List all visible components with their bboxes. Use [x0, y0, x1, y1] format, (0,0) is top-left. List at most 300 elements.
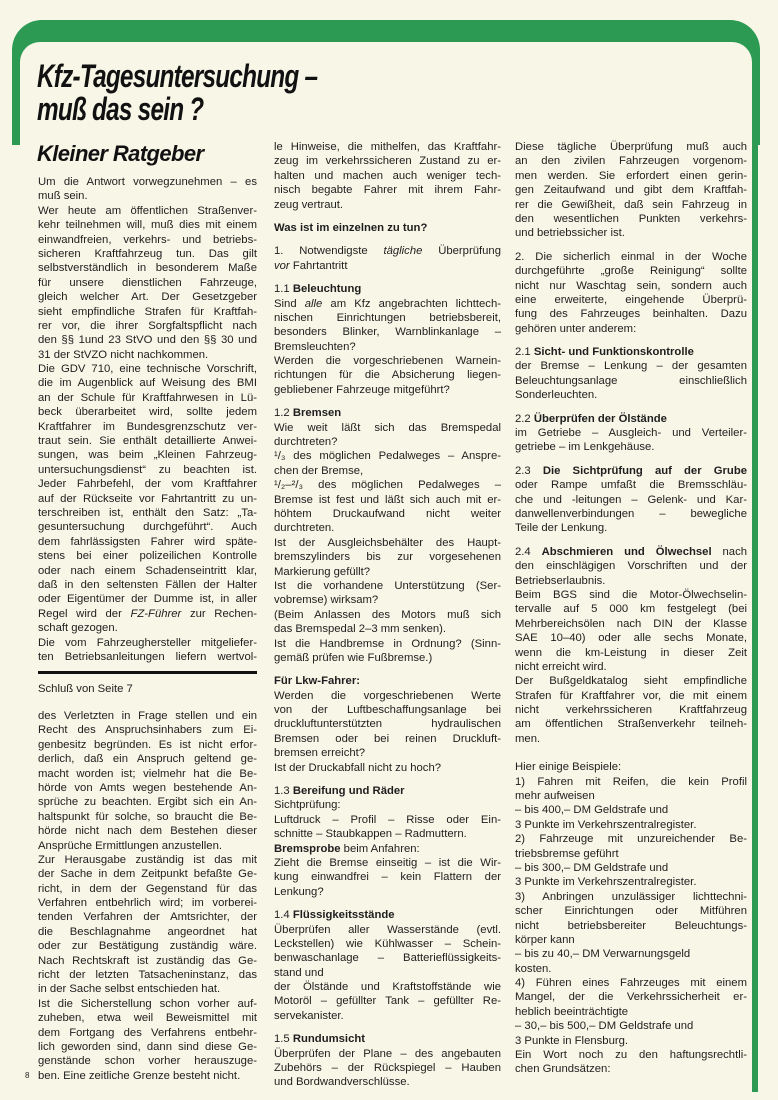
paragraph — [515, 1034, 747, 1048]
paragraph — [515, 890, 747, 948]
bold-text: Bereifung und Räder — [292, 785, 405, 798]
paragraph — [274, 421, 501, 450]
text-line: ¹/₂–²/₃ des möglichen Pedalweges – — [274, 479, 501, 492]
text-line: nicht erreicht wird. — [515, 660, 607, 673]
paragraph — [515, 962, 747, 976]
text-line: gehören unter anderem: — [515, 322, 637, 335]
text-run: zur Rechen- — [181, 607, 257, 620]
text-line: in der Sache selbst entschieden hat. — [38, 983, 221, 996]
text-line: höhtem Druckaufwand nicht weiter — [274, 507, 501, 520]
paragraph — [38, 175, 257, 204]
paragraph — [38, 204, 257, 362]
text-line: Recht des Anspruchsinhabers zum Ei- — [38, 724, 257, 737]
paragraph — [515, 545, 747, 588]
bold-text: Rundumsicht — [292, 1033, 366, 1046]
text-line: richt, in dem der Gegenstand für das — [38, 882, 257, 895]
text-line: den §§ 1und 23 StVO und den §§ 30 und — [38, 334, 257, 347]
text-line: Wie weit läßt sich das Bremspedal — [274, 421, 501, 434]
text-line: muß sein. — [38, 190, 88, 203]
italic-text: tägliche — [383, 245, 423, 258]
text-line: auf der Rückseite vor Fahrtantritt zu un- — [38, 492, 257, 505]
paragraph — [38, 636, 257, 665]
text-line: sprüche zu beachten. Ergibt sich ein An- — [38, 796, 257, 809]
text-line: sieht empfindliche Strafen für Kraftfah- — [38, 305, 257, 318]
text-line: hörde nicht nach dem Bestehen dieser — [38, 825, 257, 838]
text-line: besonders Blinker, Warnblinkanlage – — [274, 326, 501, 339]
column-2 — [274, 140, 501, 1090]
text-section — [274, 784, 501, 899]
text-line: chen der Bremse, — [274, 464, 364, 477]
text-line: men werden. Sie erfordert einen gerin- — [515, 169, 747, 182]
column-3 — [515, 140, 747, 1077]
text-line: genstände schon vorher herauszuge- — [38, 1055, 257, 1068]
text-line: wenn die km-Leistung in dieser Zeit — [515, 646, 747, 659]
text-section — [515, 345, 747, 403]
text-line: halten und machen auch weniger tech- — [274, 169, 501, 182]
text-line: die im Augenblick auf Weisung des BMI — [38, 377, 257, 390]
text-section — [274, 1032, 501, 1090]
text-line: Ist die Sicherstellung schon vorher auf- — [38, 997, 257, 1010]
paragraph — [515, 359, 747, 402]
text-line: – bis zu 40,– DM Verwarnungsgeld — [515, 948, 691, 961]
text-run: 1.2 — [274, 407, 293, 420]
text-line: – 30,– bis 500,– DM Geldstrafe und — [515, 1020, 694, 1033]
text-line: heblich beeinträchtigte — [515, 1005, 629, 1018]
text-line: richtungen für die Absicherung liegen- — [274, 369, 501, 382]
text-line: und betriebssicher ist. — [515, 227, 625, 240]
text-run: 2.3 — [515, 464, 543, 477]
bold-text: Sicht- und Funktionskontrolle — [533, 346, 694, 359]
text-line: für unsere dienstlichen Fahrzeuge, — [38, 276, 257, 289]
text-line: chen Grundsätzen: — [515, 1063, 611, 1076]
text-line: an der Schule für Kraftfahrwesen in Lü- — [38, 391, 257, 404]
paragraph — [515, 818, 747, 832]
text-line: terschreiben ist, enthält den Satz: „Ta- — [38, 506, 257, 519]
text-line: getriebe – im Lenkgehäuse. — [515, 441, 655, 454]
text-line: stand und — [274, 966, 324, 979]
text-line: triebsbremse geführt — [515, 847, 619, 860]
text-line: Um die Antwort vorwegzunehmen – es — [38, 176, 257, 188]
text-line — [274, 282, 501, 296]
text-line: dem fahrlässigsten Fahrer wird späte- — [38, 535, 257, 548]
text-line: 4) Führen eines Fahrzeuges mit einem — [515, 977, 747, 990]
text-line: derlich, daß ein Anspruch geltend ge- — [38, 753, 257, 766]
text-line — [38, 607, 257, 621]
paragraph — [274, 842, 501, 856]
paragraph — [274, 140, 501, 212]
text-line: Werden die vorgeschriebenen Warnein- — [274, 355, 501, 368]
text-line: bremsen erreicht? — [274, 747, 366, 760]
paragraph — [274, 923, 501, 981]
text-line: Sichtprüfung: — [274, 799, 341, 812]
text-line — [274, 908, 501, 922]
text-line: des Verletzten in Frage stellen und ein — [38, 710, 257, 722]
text-line: dem Fortgang des Verfahrens entbehr- — [38, 1026, 257, 1039]
text-line — [515, 345, 747, 359]
text-line: selbstverständlich in besonderem Maße — [38, 262, 257, 275]
paragraph — [515, 861, 747, 875]
text-run: 2.2 — [515, 412, 534, 425]
text-line: am öffentlichen Straßenverkehr teilneh- — [515, 718, 747, 731]
text-line: le Hinweise, die mithelfen, das Kraftfahr- — [274, 141, 501, 153]
text-run: 1.3 — [274, 785, 293, 798]
paragraph — [38, 997, 257, 1083]
text-line: nicht verkehrssicheren Kraftfahrzeug — [515, 704, 747, 717]
bold-text: Für Lkw-Fahrer: — [274, 675, 360, 688]
text-line: 3 Punkte im Verkehrszentralregister. — [515, 818, 697, 831]
text-line: Kraftfahrer im Bundesgrenzschutz ver- — [38, 420, 257, 433]
article-subtitle: Kleiner Ratgeber — [37, 141, 204, 166]
text-line: durchgeführte „große Reinigung“ sollte — [515, 265, 747, 278]
text-line: Ein Wort noch zu den haftungsrechtli- — [515, 1049, 747, 1062]
text-line: Bremsleuchten? — [274, 340, 356, 353]
title-line-2: muß das sein ? — [37, 91, 204, 127]
text-line: von der Luftbeschaffungsanlage bei — [274, 704, 501, 717]
text-line: durchtreten? — [274, 436, 338, 449]
paragraph — [515, 1019, 747, 1033]
text-line: vobremse) wirksam? — [274, 594, 379, 607]
text-line — [274, 244, 501, 258]
text-line: (Beim Anlassen des Motors muß sich — [274, 608, 501, 621]
italic-text: FZ-Führer — [130, 607, 182, 620]
text-line: – bis 400,– DM Geldstrafe und — [515, 804, 669, 817]
text-line: 3 Punkte in Flensburg. — [515, 1034, 629, 1047]
text-section — [274, 221, 501, 235]
paragraph — [274, 689, 501, 761]
text-run: 2.1 — [515, 346, 534, 359]
text-section — [38, 709, 257, 1083]
paragraph — [274, 579, 501, 608]
paragraph — [274, 761, 501, 775]
text-section — [515, 464, 747, 536]
text-line: Jeder Fahrbefehl, der vom Kraftfahrer — [38, 478, 257, 491]
paragraph — [515, 775, 747, 804]
text-line: tervalle auf 5 000 km festgelegt (bei — [515, 603, 747, 616]
text-line: fung des Fahrzeuges beinhalten. Dazu — [515, 308, 747, 321]
paragraph — [274, 980, 501, 1023]
text-line: sicheren Kraftfahrzeug tun. Das gilt — [38, 247, 257, 260]
text-line — [274, 297, 501, 311]
text-line: traut sein. Sie enthält detaillierte Anwei- — [38, 435, 257, 448]
text-line: Zieht die Bremse einseitig – ist die Wir- — [274, 856, 501, 869]
text-line: genbesitz begründen. Es ist nicht erfor- — [38, 738, 257, 751]
text-line: Nach Rechtskraft ist zuständig das Ge- — [38, 954, 257, 967]
paragraph — [274, 813, 501, 842]
paragraph — [515, 875, 747, 889]
green-frame-right — [752, 140, 758, 1092]
paragraph — [515, 976, 747, 1019]
text-line — [274, 259, 501, 273]
text-line: Luftdruck – Profil – Risse oder Ein- — [274, 813, 501, 826]
text-line: 3 Punkte im Verkehrszentralregister. — [515, 876, 697, 889]
paragraph — [274, 282, 501, 296]
paragraph — [515, 674, 747, 746]
text-line: Ist die vorhandene Unterstützung (Ser- — [274, 579, 501, 592]
text-line: schnitte – Staubkappen – Radmuttern. — [274, 828, 467, 841]
text-line: zeug vertraut. — [274, 198, 344, 211]
text-line: tenden Verfahren der Amtsrichter, der — [38, 911, 257, 924]
text-line: benwaschanlage – Batterieflüssigkeits- — [274, 952, 501, 965]
text-line: Mangel, der die Verkehrssicherheit er- — [515, 991, 747, 1004]
text-line: Überprüfen der Plane – des angebauten — [274, 1047, 501, 1060]
text-line: Lenkung? — [274, 885, 324, 898]
text-line — [274, 221, 501, 235]
paragraph — [515, 426, 747, 455]
bold-text: Beleuchtung — [292, 283, 362, 296]
text-section — [515, 140, 747, 241]
text-line: eine erweiterte, eingehende Überprü- — [515, 293, 747, 306]
text-line: einwandfreien, verkehrs- und betriebs- — [38, 233, 257, 246]
text-line: hörde von Amts wegen bestehende An- — [38, 781, 257, 794]
text-run: 1.5 — [274, 1033, 293, 1046]
text-run: nach — [711, 545, 748, 558]
text-line: daß in den seltensten Fällen der Halter — [38, 578, 257, 591]
text-section — [274, 244, 501, 273]
paragraph — [274, 449, 501, 478]
text-line: macht worden ist; vielmehr hat die Be- — [38, 767, 257, 780]
text-line: gemäß prüfen wie Fußbremse.) — [274, 651, 433, 664]
text-line — [515, 464, 747, 478]
bold-text: Abschmieren und Ölwechsel — [541, 545, 712, 558]
article-title — [37, 60, 317, 126]
text-run: Fahrtantritt — [289, 259, 348, 272]
text-line: oder Eigentümer der Dumme ist, in aller — [38, 593, 257, 606]
text-line: oder zur Bestätigung zuständig wäre. — [38, 940, 257, 953]
text-line — [274, 842, 501, 856]
text-line: kosten. — [515, 962, 552, 975]
paragraph — [38, 853, 257, 997]
text-line: Werden die vorgeschriebenen Werte — [274, 689, 501, 702]
text-line: Teile der Lenkung. — [515, 522, 608, 535]
text-line: im Getriebe – Ausgleich- und Verteiler- — [515, 427, 747, 440]
text-section — [515, 250, 747, 336]
text-line: Beim BGS sind die Motor-Ölwechselin- — [515, 588, 747, 601]
text-line: mehr aufweisen — [515, 790, 595, 803]
text-line: Die vom Fahrzeughersteller mitgeliefer- — [38, 636, 257, 649]
text-line: che und -leitungen – Gelenk- und Kar- — [515, 493, 747, 506]
text-line: stens bei einer polizeilichen Kontrolle — [38, 550, 257, 563]
text-line: Ist der Ausgleichsbehälter des Haupt- — [274, 536, 501, 549]
text-section — [274, 282, 501, 397]
bold-text: Flüssigkeitsstände — [292, 909, 395, 922]
text-line: und Bordwandverschlüsse. — [274, 1076, 410, 1089]
text-line: gebliebener Fahrzeuge mitgeführt? — [274, 383, 450, 396]
text-line: oder nach einem Schadenseintritt klar, — [38, 564, 257, 577]
text-line: den wesentlichen Punkten verkehrs- — [515, 212, 747, 225]
continuation-label: Schluß von Seite 7 — [38, 683, 133, 695]
text-line: Ansprüche Ermittlungen anzustellen. — [38, 839, 222, 852]
paragraph — [515, 140, 747, 241]
text-line: Betriebserlaubnis. — [515, 574, 606, 587]
bold-text: Was ist im einzelnen zu tun? — [274, 221, 428, 234]
text-line — [274, 1032, 501, 1046]
text-line: bremszylinders bis zur vorgesehenen — [274, 551, 501, 564]
paragraph — [274, 536, 501, 579]
text-line: kung einwandfrei – kein Flattern der — [274, 871, 501, 884]
text-line: servekanister. — [274, 1009, 344, 1022]
text-section — [274, 908, 501, 1023]
paragraph — [274, 244, 501, 273]
paragraph — [515, 832, 747, 861]
text-run: Regel wird der — [38, 607, 131, 620]
text-line — [274, 784, 501, 798]
text-line: der Bremse – Lenkung – der gesamten — [515, 360, 747, 373]
text-line: Mehrbereichsölen nach DIN der Klasse — [515, 617, 747, 630]
text-line: nischen Einrichtungen betriebsbereit, — [274, 311, 501, 324]
text-run: 2.4 — [515, 545, 542, 558]
text-line: danwellenverbindungen – bewegliche — [515, 507, 747, 520]
paragraph — [274, 674, 501, 688]
paragraph — [515, 1048, 747, 1077]
text-line — [515, 412, 747, 426]
text-line: Verfahren entbehrlich wird; im vorberei- — [38, 897, 257, 910]
text-line: 31 der StVZO nicht nachkommen. — [38, 348, 209, 361]
text-line: Hier einige Beispiele: — [515, 761, 622, 774]
text-run: Sind — [274, 297, 305, 310]
text-line: gleich welcher Art. Der Gesetzgeber — [38, 291, 257, 304]
paragraph — [38, 709, 257, 853]
text-line: untersuchungsdienst“ zu beachten ist. — [38, 463, 257, 476]
text-line: nicht betriebsbereiter Beleuchtungs- — [515, 919, 747, 932]
text-section — [274, 674, 501, 775]
text-line: kehr teilnehmen will, muß dies mit einem — [38, 219, 257, 232]
text-line — [274, 674, 501, 688]
text-line: Ist die Handbremse in Ordnung? (Sinn- — [274, 637, 501, 650]
text-line: richt der letzten Tatsacheninstanz, das — [38, 969, 257, 982]
text-line: zeug im verkehrssicheren Zustand zu er- — [274, 155, 501, 168]
paragraph — [274, 406, 501, 420]
continuation-text — [38, 709, 257, 1083]
paragraph — [274, 1032, 501, 1046]
column-1 — [38, 175, 257, 664]
paragraph — [515, 803, 747, 817]
paragraph — [515, 464, 747, 536]
paragraph — [274, 478, 501, 536]
text-line: der Ölstände und Kraftstoffstände wie — [274, 981, 501, 994]
text-line: 2) Fahrzeuge mit unzureichender Be- — [515, 833, 747, 846]
text-line: gen Zeitaufwand und gibt dem Kraftfah- — [515, 184, 747, 197]
paragraph — [274, 908, 501, 922]
text-line: Wer heute am öffentlichen Straßenver- — [38, 204, 257, 217]
text-line: ten Betriebsanleitungen liefern wertvol- — [38, 650, 257, 663]
text-line: Ist der Druckabfall nicht zu hoch? — [274, 761, 442, 774]
paragraph — [515, 588, 747, 674]
text-line: 1) Fahren mit Reifen, die kein Profil — [515, 775, 747, 788]
text-line: 2. Die sicherlich einmal in der Woche — [515, 250, 747, 263]
page-number: 8 — [25, 1071, 30, 1080]
text-section — [274, 140, 501, 212]
text-run: Überprüfung — [422, 245, 501, 258]
text-line: men. — [515, 732, 541, 745]
text-line: Markierung gefüllt? — [274, 565, 371, 578]
text-line: – bis 300,– DM Geldstrafe und — [515, 861, 669, 874]
text-line: ben. Eine zeitliche Grenze besteht nicht. — [38, 1069, 241, 1082]
paragraph — [515, 947, 747, 961]
bold-text: Die Sichtprüfung auf der Grube — [542, 464, 748, 477]
text-run: 1.1 — [274, 283, 293, 296]
text-line: nisch begabte Fahrer mit ihrem Fahr- — [274, 184, 501, 197]
text-line: Der Bußgeldkatalog sieht empfindliche — [515, 675, 747, 688]
text-line — [274, 406, 501, 420]
text-line: Zur Herausgabe zuständig ist das mit — [38, 853, 257, 866]
text-line: beck überarbeitet wird, sollte jedem — [38, 406, 257, 419]
text-line: oder Rampe umfaßt die Bremsschläu- — [515, 479, 747, 492]
text-line: Zubehörs – der Rückspiegel – Hauben — [274, 1062, 501, 1075]
text-run: 1. Notwendigste — [274, 245, 384, 258]
text-run: beim Anfahren: — [340, 842, 420, 855]
text-section — [515, 545, 747, 746]
text-line: Überprüfen aller Wasserstände (evtl. — [274, 923, 501, 936]
text-line: Sonderleuchten. — [515, 389, 598, 402]
text-line: sungen, was beim „Kleinen Fahrzeug- — [38, 449, 257, 462]
divider-rule — [38, 671, 257, 674]
paragraph — [274, 798, 501, 812]
text-line: scher Einrichtungen oder Mitführen — [515, 905, 747, 918]
text-line: schaft gezogen. — [38, 622, 118, 635]
bold-text: Bremsen — [292, 407, 342, 420]
text-line — [515, 545, 747, 559]
text-line: Leckstellen) wie Kühlwasser – Schein- — [274, 937, 501, 950]
text-line: den einschlägigen Vorschriften und der — [515, 560, 747, 573]
italic-text: alle — [304, 297, 323, 310]
text-line: an den zivilen Fahrzeugen vorgenom- — [515, 155, 747, 168]
text-line: Strafen für Kraftfahrer vor, die mit einem — [515, 689, 747, 702]
paragraph — [515, 760, 747, 774]
text-line: körper kann — [515, 933, 575, 946]
paragraph — [515, 250, 747, 336]
text-line: 3) Anbringen unzulässiger lichttechni- — [515, 890, 747, 903]
title-line-1: Kfz-Tagesuntersuchung – — [37, 58, 318, 94]
text-line: SAE 10–40) oder alle sechs Monate, — [515, 632, 747, 645]
text-section — [515, 760, 747, 1077]
text-line: Diese tägliche Überprüfung muß auch — [515, 141, 747, 153]
text-line: Motoröl – gefüllter Tank – gefüllter Re- — [274, 995, 501, 1008]
bold-text: Überprüfen der Ölstände — [533, 412, 667, 425]
text-section — [274, 406, 501, 665]
text-line: rer die Gewißheit, daß sein Fahrzeug in — [515, 198, 747, 211]
text-line: Die GDV 710, eine technische Vorschrift, — [38, 363, 257, 376]
text-section — [515, 412, 747, 455]
text-section — [38, 175, 257, 664]
text-run: am Kfz angebrachten lichttech- — [322, 297, 502, 310]
text-line: haltspunkt für solche, so braucht die Be- — [38, 810, 257, 823]
text-line: zuheben, etwa weil Beweismittel mit — [38, 1012, 257, 1025]
paragraph — [274, 856, 501, 899]
text-line: Beleuchtungsanlage einschließlich — [515, 374, 747, 387]
paragraph — [515, 345, 747, 359]
text-line: gesuntersuchung durchgeführt“. Auch — [38, 521, 257, 534]
text-line: Bremsen oder bei reinen Druckluft- — [274, 732, 501, 745]
text-line: nicht nur Waschtag sein, sondern auch — [515, 279, 747, 292]
text-line: das Bremspedal 2–3 mm senken). — [274, 623, 447, 636]
italic-text: vor — [274, 259, 290, 272]
text-line: lich geworden sind, dann sind diese Ge- — [38, 1040, 257, 1053]
paragraph — [274, 608, 501, 637]
paragraph — [274, 1047, 501, 1090]
paragraph — [274, 354, 501, 397]
paragraph — [38, 362, 257, 635]
text-line: der Sache in dem Zeitpunkt befaßte Ge- — [38, 868, 257, 881]
paragraph — [515, 412, 747, 426]
paragraph — [274, 784, 501, 798]
text-line: die Beschlagnahme angeordnet hat — [38, 925, 257, 938]
bold-text: Bremsprobe — [274, 842, 341, 855]
text-run: 1.4 — [274, 909, 293, 922]
text-line: durchtreten. — [274, 522, 335, 535]
paragraph — [274, 221, 501, 235]
paragraph — [274, 297, 501, 355]
text-line: druckluftunterstützten hydraulischen — [274, 718, 501, 731]
